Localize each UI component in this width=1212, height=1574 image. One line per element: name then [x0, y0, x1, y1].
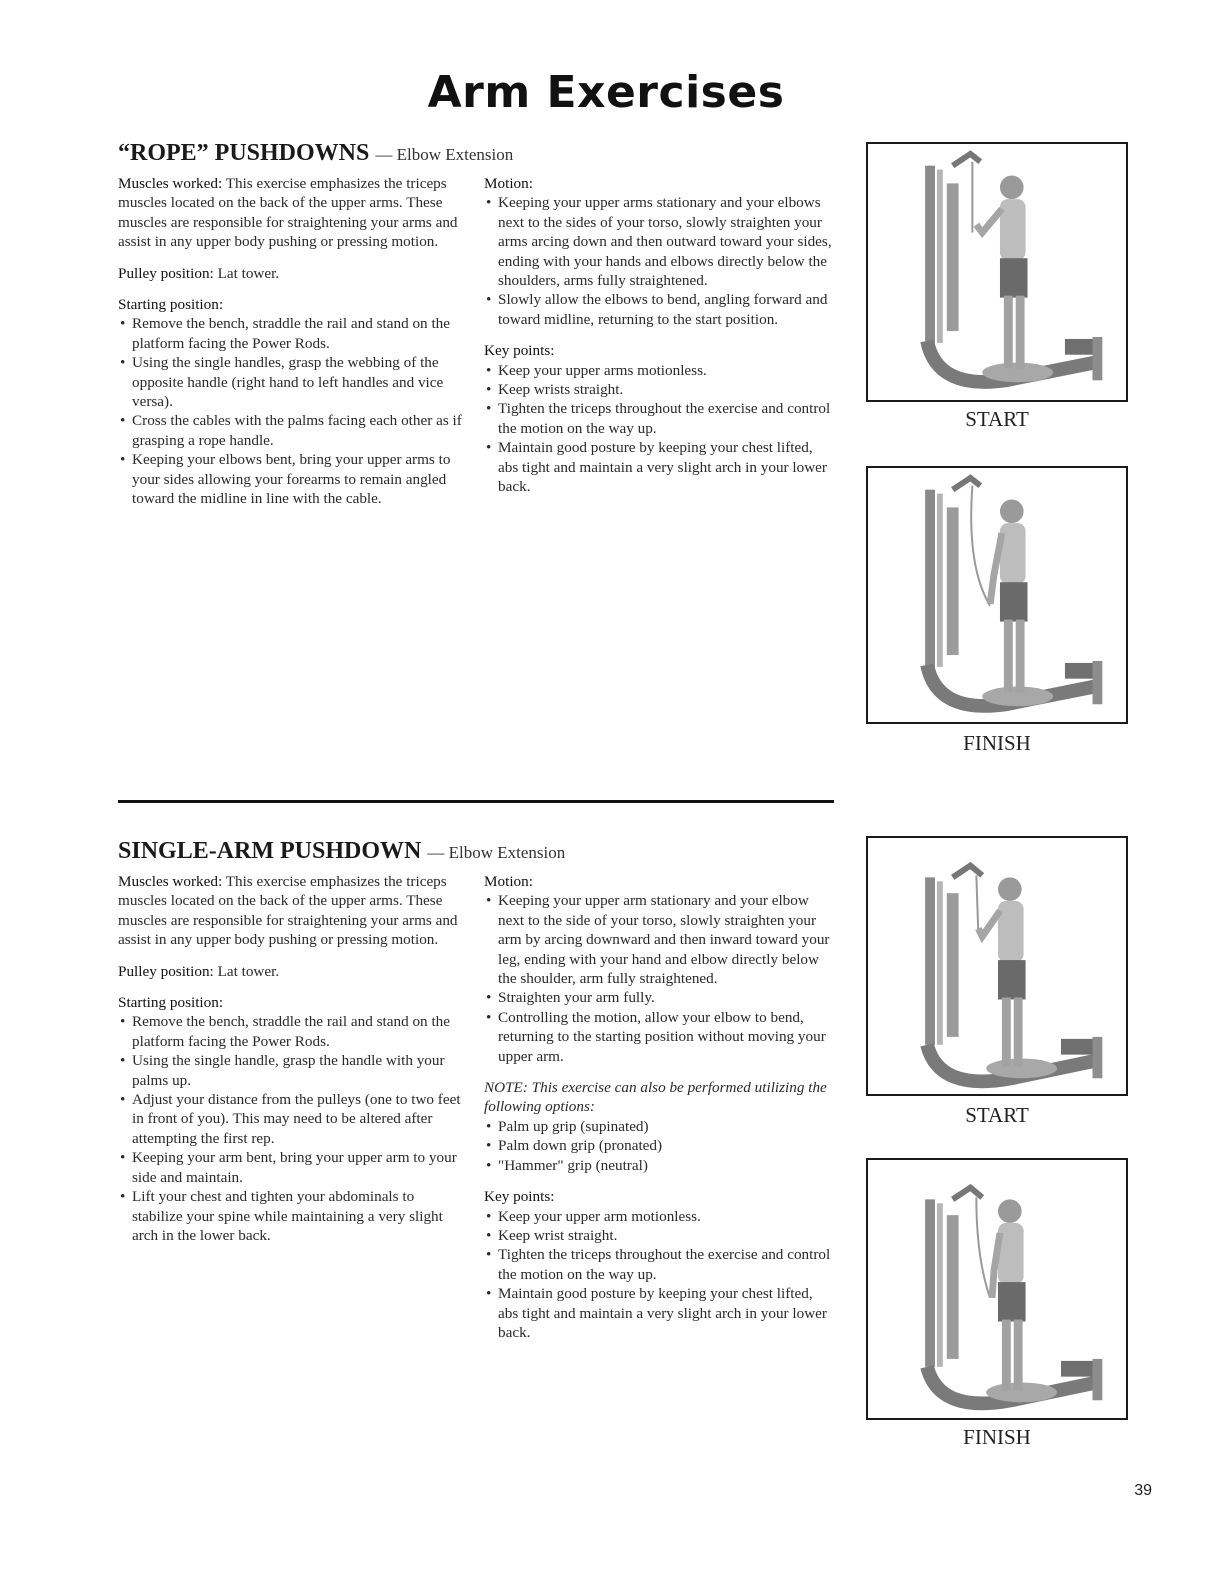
page-number: 39 — [1134, 1482, 1152, 1499]
starting-label: Starting position: — [118, 296, 224, 314]
pulley-label: Pulley position: — [118, 264, 214, 282]
list-item: • Remove the bench, straddle the rail and stand on the platform facing the Power Rods. — [118, 1012, 468, 1051]
list-item: • Adjust your distance from the pulleys (one to two feet in front of you). This may need to be altered after attempting the first rep. — [118, 1090, 468, 1148]
starting-label: Starting position: — [118, 994, 224, 1012]
list-item: • Slowly allow the elbows to bend, angling forward and toward midline, returning to the start position. — [484, 290, 834, 329]
muscles-paragraph — [118, 174, 468, 252]
list-item: • Keep your upper arm motionless. — [484, 1207, 834, 1226]
muscles-paragraph — [118, 872, 468, 950]
muscles-text: This exercise emphasizes the triceps muscles located on the back of the upper arms. These muscles are responsible for straightening your arms and assist in any upper body pushing or pressing motion. — [118, 873, 458, 949]
exercise-machine-illustration — [868, 838, 1126, 1094]
key-points-list — [484, 361, 834, 497]
list-item: • Palm up grip (supinated) — [484, 1117, 834, 1136]
start-caption: START — [965, 1103, 1029, 1127]
list-item: • Keeping your upper arm stationary and your elbow next to the side of your torso, slowly straighten your arm by arcing downward and then inward toward your leg, ending with your hand and elbow directly below the shoulder, arm fully straightened. — [484, 891, 834, 988]
note-text: NOTE: This exercise can also be performed utilizing the following options: — [484, 1079, 827, 1116]
key-points-label: Key points: — [484, 342, 555, 360]
list-item: • Keep wrists straight. — [484, 380, 834, 399]
list-item: • Maintain good posture by keeping your chest lifted, abs tight and maintain a very slight arch in your lower back. — [484, 1284, 834, 1342]
list-item: • Cross the cables with the palms facing each other as if grasping a rope handle. — [118, 411, 468, 450]
finish-caption: FINISH — [963, 731, 1031, 755]
note-list — [484, 1117, 834, 1175]
section-subtitle: — Elbow Extension — [375, 145, 514, 164]
list-item: • Keep your upper arms motionless. — [484, 361, 834, 380]
list-item: • Using the single handle, grasp the handle with your palms up. — [118, 1051, 468, 1090]
motion-list — [484, 193, 834, 329]
list-item: • Tighten the triceps throughout the exercise and control the motion on the way up. — [484, 1245, 834, 1284]
pulley-paragraph — [118, 264, 468, 283]
right-column — [484, 872, 834, 1342]
motion-list — [484, 891, 834, 1066]
section-title: “ROPE” PUSHDOWNS — [118, 140, 370, 166]
left-column — [118, 174, 468, 509]
exercise-machine-illustration — [868, 1160, 1126, 1418]
pulley-label: Pulley position: — [118, 962, 214, 980]
key-points-list — [484, 1207, 834, 1343]
pulley-text: Lat tower. — [213, 962, 280, 980]
motion-label: Motion: — [484, 873, 533, 890]
list-item: • Using the single handles, grasp the webbing of the opposite handle (right hand to left handles and vice versa). — [118, 353, 468, 411]
list-item: • Controlling the motion, allow your elbow to bend, returning to the starting position without moving your upper arm. — [484, 1008, 834, 1066]
finish-caption: FINISH — [963, 1425, 1031, 1449]
list-item: • Tighten the triceps throughout the exercise and control the motion on the way up. — [484, 399, 834, 438]
pulley-text: Lat tower. — [213, 264, 280, 282]
pulley-paragraph — [118, 962, 468, 981]
page-title: Arm Exercises — [427, 67, 785, 118]
list-item: • Maintain good posture by keeping your chest lifted, abs tight and maintain a very slight arch in your lower back. — [484, 438, 834, 496]
section-divider — [118, 800, 834, 803]
section-heading — [118, 138, 513, 170]
list-item: • Keeping your upper arms stationary and your elbows next to the sides of your torso, slowly straighten your arms arcing down and then outward toward your sides, ending with your hands and elbows directly below the shoulders, arms fully straightened. — [484, 193, 834, 290]
section-heading — [118, 836, 565, 868]
list-item: • "Hammer" grip (neutral) — [484, 1156, 834, 1175]
exercise-machine-illustration — [868, 144, 1126, 400]
list-item: • Straighten your arm fully. — [484, 988, 834, 1007]
right-column — [484, 174, 834, 497]
starting-list — [118, 1012, 468, 1245]
list-item: • Keeping your elbows bent, bring your upper arms to your sides allowing your forearms to remain angled toward the midline in line with the cable. — [118, 450, 468, 508]
section-title: SINGLE-ARM PUSHDOWN — [118, 838, 422, 864]
motion-label: Motion: — [484, 175, 533, 192]
finish-photo — [866, 1158, 1128, 1420]
list-item: • Palm down grip (pronated) — [484, 1136, 834, 1155]
start-photo — [866, 836, 1128, 1096]
starting-list — [118, 314, 468, 508]
finish-photo — [866, 466, 1128, 724]
start-caption: START — [965, 407, 1029, 431]
key-points-label: Key points: — [484, 1188, 555, 1206]
muscles-text: This exercise emphasizes the triceps muscles located on the back of the upper arms. These muscles are responsible for straightening your arms and assist in any upper body pushing or pressing motion. — [118, 175, 458, 251]
left-column — [118, 872, 468, 1245]
exercise-machine-illustration — [868, 468, 1126, 722]
list-item: • Keeping your arm bent, bring your upper arm to your side and maintain. — [118, 1148, 468, 1187]
list-item: • Lift your chest and tighten your abdominals to stabilize your spine while maintaining a very slight arch in the lower back. — [118, 1187, 468, 1245]
list-item: • Keep wrist straight. — [484, 1226, 834, 1245]
start-photo — [866, 142, 1128, 402]
section-subtitle: — Elbow Extension — [427, 843, 566, 862]
muscles-label: Muscles worked: — [118, 873, 223, 890]
muscles-label: Muscles worked: — [118, 175, 223, 192]
list-item: • Remove the bench, straddle the rail and stand on the platform facing the Power Rods. — [118, 314, 468, 353]
